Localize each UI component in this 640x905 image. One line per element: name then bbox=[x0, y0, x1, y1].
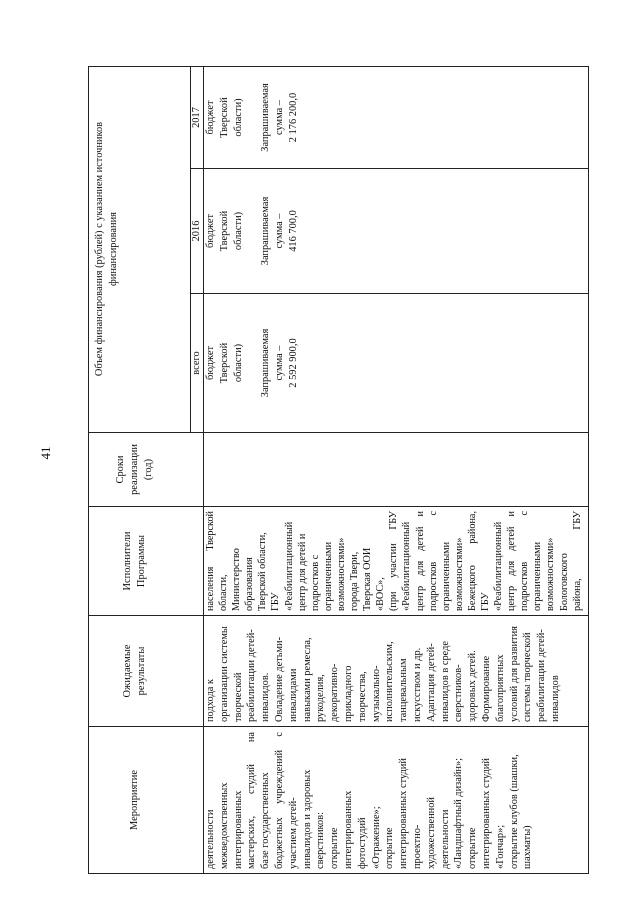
executors-line: Министерство bbox=[231, 548, 243, 611]
executors-line: города Твери, bbox=[349, 551, 361, 611]
results-line: организации системы bbox=[218, 626, 230, 722]
results-line: здоровых детей. bbox=[467, 650, 479, 722]
funding-2017-cell bbox=[204, 67, 324, 168]
event-line: проектно- bbox=[411, 824, 423, 869]
funding-amount-line: сумма – bbox=[274, 213, 286, 249]
results-line: навыками ремесла, bbox=[301, 637, 313, 722]
executors-line: области, bbox=[218, 574, 230, 611]
table-border-bottom bbox=[588, 66, 589, 874]
results-line: искусством и др. bbox=[411, 647, 423, 722]
results-line: Адаптация детей- bbox=[425, 643, 437, 722]
executors-line: «Реабилитационный bbox=[283, 521, 295, 611]
funding-2016-cell bbox=[204, 169, 324, 293]
event-line: бюджетных учреждений с bbox=[273, 732, 285, 869]
funding-amount-line: Запрашиваемая bbox=[260, 83, 272, 152]
header-executors: Исполнители Программы bbox=[122, 531, 147, 591]
funding-source-line: бюджет bbox=[205, 100, 216, 135]
results-line: исполнительским, bbox=[384, 641, 396, 722]
executors-line: «ВОС», bbox=[375, 577, 387, 611]
executors-line: центр для детей и bbox=[414, 511, 426, 611]
results-line: творческой bbox=[232, 672, 244, 722]
results-line: подхода к bbox=[205, 679, 216, 722]
event-line: фотостудий bbox=[356, 817, 368, 869]
funding-amount-line: сумма – bbox=[274, 345, 286, 381]
event-line: межведомственных bbox=[218, 782, 230, 869]
executors-line: ГБУ bbox=[270, 592, 282, 611]
event-line: сверстников: bbox=[315, 811, 327, 869]
event-line: инвалидов и здоровых bbox=[301, 769, 313, 869]
event-line: «Ландшафтный дизайн»; bbox=[453, 757, 465, 869]
executors-line: центр для детей и bbox=[506, 511, 518, 611]
event-line: деятельности bbox=[439, 809, 451, 869]
executors-line: Тверская ООИ bbox=[362, 547, 374, 611]
executors-line: «Реабилитационный bbox=[493, 521, 505, 611]
funding-source-line: бюджет bbox=[205, 346, 216, 381]
executors-line: подростков с bbox=[309, 554, 321, 611]
results-line: реабилитации детей- bbox=[536, 629, 548, 722]
executors-line: Бологовского bbox=[558, 553, 570, 611]
results-line: танцевальным bbox=[398, 658, 410, 722]
funding-total-cell bbox=[204, 294, 324, 432]
event-line: участием детей- bbox=[287, 797, 299, 869]
event-line: «Отражение»; bbox=[370, 806, 382, 869]
event-line: художественной bbox=[425, 797, 437, 869]
executors-line: подростков с bbox=[519, 511, 531, 611]
funding-source-line: бюджет bbox=[205, 214, 216, 249]
funding-amount-value: 416 700,0 bbox=[287, 210, 299, 252]
executors-line: возможностями» bbox=[453, 537, 465, 611]
header-year-2016: 2016 bbox=[191, 220, 202, 242]
results-line: инвалидов в среде bbox=[439, 640, 451, 722]
executors-line: центр для детей и bbox=[296, 533, 308, 611]
column-divider bbox=[88, 506, 589, 507]
results-line: музыкально- bbox=[370, 665, 382, 722]
results-line: рукоделия, bbox=[315, 674, 327, 722]
event-line: базе государственных bbox=[260, 772, 272, 869]
column-divider bbox=[88, 726, 589, 727]
executors-line: ограниченными bbox=[440, 541, 452, 611]
funding-source-line: области) bbox=[232, 343, 244, 383]
event-line: «Гончар»; bbox=[494, 824, 506, 869]
funding-source-line: области) bbox=[232, 98, 244, 137]
executors-line: ограниченными bbox=[532, 541, 544, 611]
funding-source-line: области) bbox=[232, 211, 244, 251]
header-results: Ожидаемые результаты bbox=[122, 644, 147, 698]
results-line: условий для развития bbox=[508, 626, 520, 722]
event-cell bbox=[204, 729, 588, 872]
event-line: шахматы) bbox=[522, 825, 534, 869]
funding-source-line: Тверской bbox=[218, 210, 230, 252]
results-line: Овладение детьми- bbox=[273, 636, 285, 722]
funding-amount-line: Запрашиваемая bbox=[260, 328, 272, 398]
executors-line: населения Тверской bbox=[205, 511, 216, 611]
results-line: инвалидов. bbox=[260, 672, 272, 722]
results-line: инвалидов bbox=[549, 675, 561, 722]
executors-line: подростков с bbox=[427, 511, 439, 611]
results-line: творчества, bbox=[356, 671, 368, 722]
executors-cell bbox=[204, 508, 588, 614]
executors-line: ГБУ bbox=[479, 592, 491, 611]
event-line: деятельности bbox=[205, 809, 216, 869]
header-total: всего bbox=[191, 351, 202, 375]
header-year-2017: 2017 bbox=[191, 107, 202, 128]
event-line: интегрированных bbox=[342, 790, 354, 869]
event-line: открытие bbox=[384, 827, 396, 869]
executors-line: ограниченными bbox=[322, 541, 334, 611]
funding-table bbox=[88, 66, 589, 874]
results-line: благоприятных bbox=[494, 654, 506, 722]
header-funding: Объем финансирования (рублей) с указанием источников финансирования bbox=[94, 121, 119, 377]
executors-line: возможностями» bbox=[545, 537, 557, 611]
event-line: интегрированных bbox=[232, 790, 244, 869]
header-event: Мероприятие bbox=[129, 770, 140, 830]
funding-amount-value: 2 592 900,0 bbox=[287, 338, 299, 388]
event-line: открытие клубов (шашки, bbox=[508, 754, 520, 869]
executors-line: «Реабилитационный bbox=[401, 521, 413, 611]
page-number: 41 bbox=[38, 446, 53, 460]
executors-line: образования bbox=[244, 557, 256, 611]
funding-amount-value: 2 176 200,0 bbox=[287, 92, 299, 143]
executors-line: района, ГБУ bbox=[571, 511, 583, 611]
results-cell bbox=[204, 617, 588, 725]
table-border-top bbox=[88, 66, 89, 874]
results-line: сверстников- bbox=[453, 664, 465, 722]
table-border-right bbox=[88, 66, 589, 67]
executors-line: Тверской области, bbox=[257, 532, 269, 611]
funding-source-line: Тверской bbox=[218, 97, 230, 138]
executors-line: (при участии ГБУ bbox=[388, 511, 400, 611]
results-line: прикладного bbox=[342, 665, 354, 722]
executors-line: возможностями» bbox=[335, 537, 347, 611]
event-line: интегрированных студий bbox=[480, 758, 492, 869]
event-line: мастерских, студий на bbox=[246, 732, 258, 869]
results-line: инвалидами bbox=[287, 668, 299, 722]
funding-amount-line: сумма – bbox=[274, 99, 286, 136]
column-divider bbox=[88, 615, 589, 616]
event-line: интегрированных студий bbox=[398, 758, 410, 869]
funding-source-line: Тверской bbox=[218, 342, 230, 384]
event-line: открытие bbox=[329, 827, 341, 869]
header-terms: Сроки реализации (год) bbox=[115, 444, 154, 495]
executors-line: Бежецкого района, bbox=[466, 511, 478, 611]
funding-amount-line: Запрашиваемая bbox=[260, 196, 272, 266]
event-line: открытие bbox=[467, 827, 479, 869]
results-line: реабилитации детей- bbox=[246, 629, 258, 722]
results-line: декоративно- bbox=[329, 663, 341, 722]
table-border-left bbox=[88, 873, 589, 874]
results-line: Формирование bbox=[480, 655, 492, 722]
results-line: системы творческой bbox=[522, 632, 534, 722]
